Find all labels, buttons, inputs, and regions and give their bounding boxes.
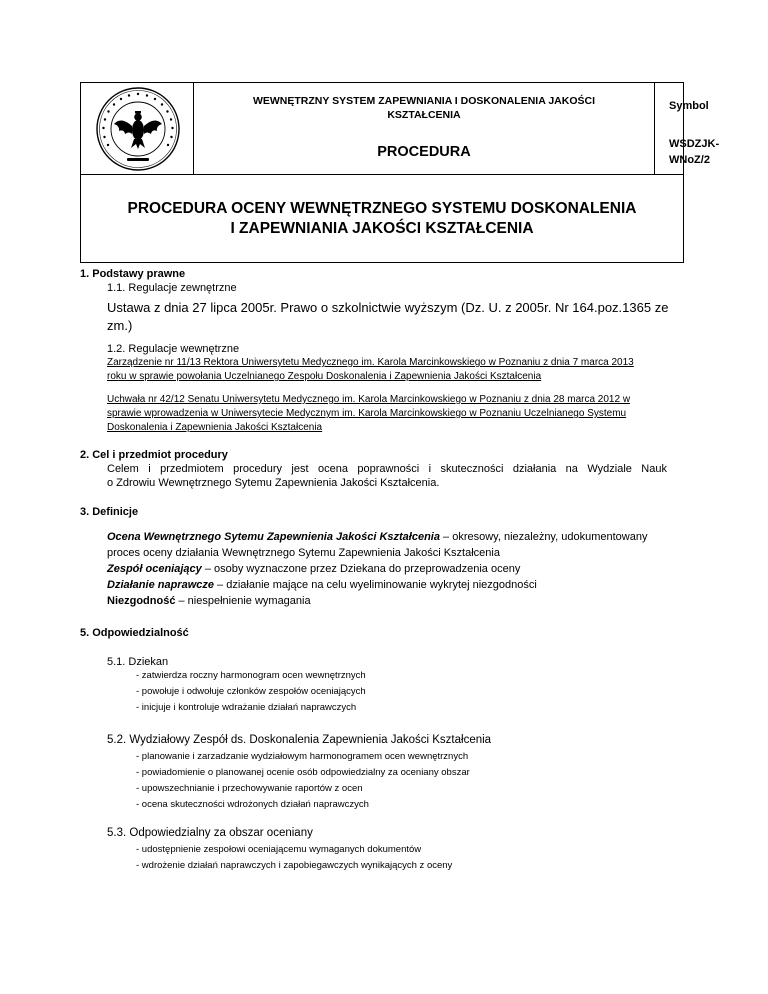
list-item: - wdrożenie działań naprawczych i zapobiegawczych wynikających z oceny xyxy=(136,860,453,871)
list-item: - powiadomienie o planowanej ocenie osób odpowiedzialny za oceniany obszar xyxy=(136,767,470,778)
logo-cell xyxy=(81,83,194,174)
law-line1: Ustawa z dnia 27 lipca 2005r. Prawo o szkolnictwie wyższym (Dz. U. z 2005r. Nr 164.poz.1365 ze xyxy=(107,300,669,315)
regulation2-line1: Uchwała nr 42/12 Senatu Uniwersytetu Medycznego im. Karola Marcinkowskiego w Poznaniu z dnia 28 marca 2012 w xyxy=(107,394,631,405)
definition-4 xyxy=(107,594,311,608)
header-row xyxy=(81,83,720,175)
definition-2-term: Zespół oceniający xyxy=(107,563,202,575)
section1-sub2: 1.2. Regulacje wewnętrzne xyxy=(107,343,240,355)
definition-1 xyxy=(107,530,647,544)
regulation2-line2: sprawie wprowadzenia w Uniwersytecie Medycznym im. Karola Marcinkowskiego w Poznaniu Uczelnianego Systemu xyxy=(107,408,627,419)
symbol-label: Symbol xyxy=(669,100,709,112)
definition-3-term: Działanie naprawcze xyxy=(107,579,214,591)
header-table xyxy=(80,82,720,263)
list-item: - zatwierdza roczny harmonogram ocen wewnętrznych xyxy=(136,670,366,681)
document-title xyxy=(81,175,683,263)
definition-3 xyxy=(107,578,537,592)
definition-1-term: Ocena Wewnętrznego Sytemu Zapewnienia Jakości Kształcenia xyxy=(107,531,440,543)
section2-line1: Celem i przedmiotem procedury jest ocena poprawności i skuteczności działania na Wydziale Nauk xyxy=(107,463,667,475)
list-item: - planowanie i zarzadzanie wydziałowym harmonogramem ocen wewnętrznych xyxy=(136,751,469,762)
header-middle-cell xyxy=(194,83,655,174)
definition-2 xyxy=(107,562,520,576)
document-title-line2: I ZAPEWNIANIA JAKOŚCI KSZTAŁCENIA xyxy=(230,220,534,237)
section2-line2: o Zdrowiu Wewnętrznego Sytemu Zapewnienia Jakości Kształcenia. xyxy=(107,477,440,489)
section5-heading: 5. Odpowiedzialność xyxy=(80,627,189,639)
procedure-label: PROCEDURA xyxy=(377,143,471,160)
symbol-cell xyxy=(655,83,720,174)
list-item: - powołuje i odwołuje członków zespołów oceniających xyxy=(136,686,366,697)
system-title: WEWNĘTRZNY SYSTEM ZAPEWNIANIA I DOSKONALENIA JAKOŚCI KSZTAŁCENIA xyxy=(252,95,596,121)
section3-heading: 3. Definicje xyxy=(80,506,139,518)
definition-3-text: – działanie mające na celu wyeliminowanie wykrytej niezgodności xyxy=(214,579,537,591)
definition-1-line2: proces oceny działania Wewnętrznego Sytemu Zapewnienia Jakości Kształcenia xyxy=(107,547,500,559)
definition-4-term: Niezgodność xyxy=(107,595,176,607)
document-title-line1: PROCEDURA OCENY WEWNĘTRZNEGO SYSTEMU DOSKONALENIA xyxy=(127,200,637,217)
section1-heading: 1. Podstawy prawne xyxy=(80,268,186,280)
regulation2-line3: Doskonalenia i Zapewnienia Jakości Kształcenia xyxy=(107,422,323,433)
symbol-value: WSDZJK- WNoZ/2 xyxy=(669,137,720,166)
list-item: - ocena skuteczności wdrożonych działań naprawczych xyxy=(136,799,369,810)
definition-4-text: – niespełnienie wymagania xyxy=(175,595,311,607)
list-item: - inicjuje i kontroluje wdrażanie działań naprawczych xyxy=(136,702,357,713)
section2-heading: 2. Cel i przedmiot procedury xyxy=(80,449,228,461)
section5-sub3: 5.3. Odpowiedzialny za obszar oceniany xyxy=(107,827,313,839)
regulation1-line1: Zarządzenie nr 11/13 Rektora Uniwersytetu Medycznego im. Karola Marcinkowskiego w Poznaniu z dnia 7 marca 2013 xyxy=(107,357,634,368)
section5-sub2: 5.2. Wydziałowy Zespół ds. Doskonalenia Zapewnienia Jakości Kształcenia xyxy=(107,734,492,746)
university-seal-icon xyxy=(95,86,181,172)
list-item: - upowszechnianie i przechowywanie raportów z ocen xyxy=(136,783,363,794)
section1-sub1: 1.1. Regulacje zewnętrzne xyxy=(107,282,237,294)
section5-sub1: 5.1. Dziekan xyxy=(107,656,169,668)
law-line2: zm.) xyxy=(107,318,133,333)
definition-1-text: – okresowy, niezależny, udokumentowany xyxy=(439,531,648,543)
definition-2-text: – osoby wyznaczone przez Dziekana do przeprowadzenia oceny xyxy=(201,563,521,575)
regulation1-line2: roku w sprawie powołania Uczelnianego Zespołu Doskonalenia i Zapewnienia Jakości Kształcenia xyxy=(107,371,542,382)
list-item: - udostępnienie zespołowi oceniającemu wymaganych dokumentów xyxy=(136,844,422,855)
